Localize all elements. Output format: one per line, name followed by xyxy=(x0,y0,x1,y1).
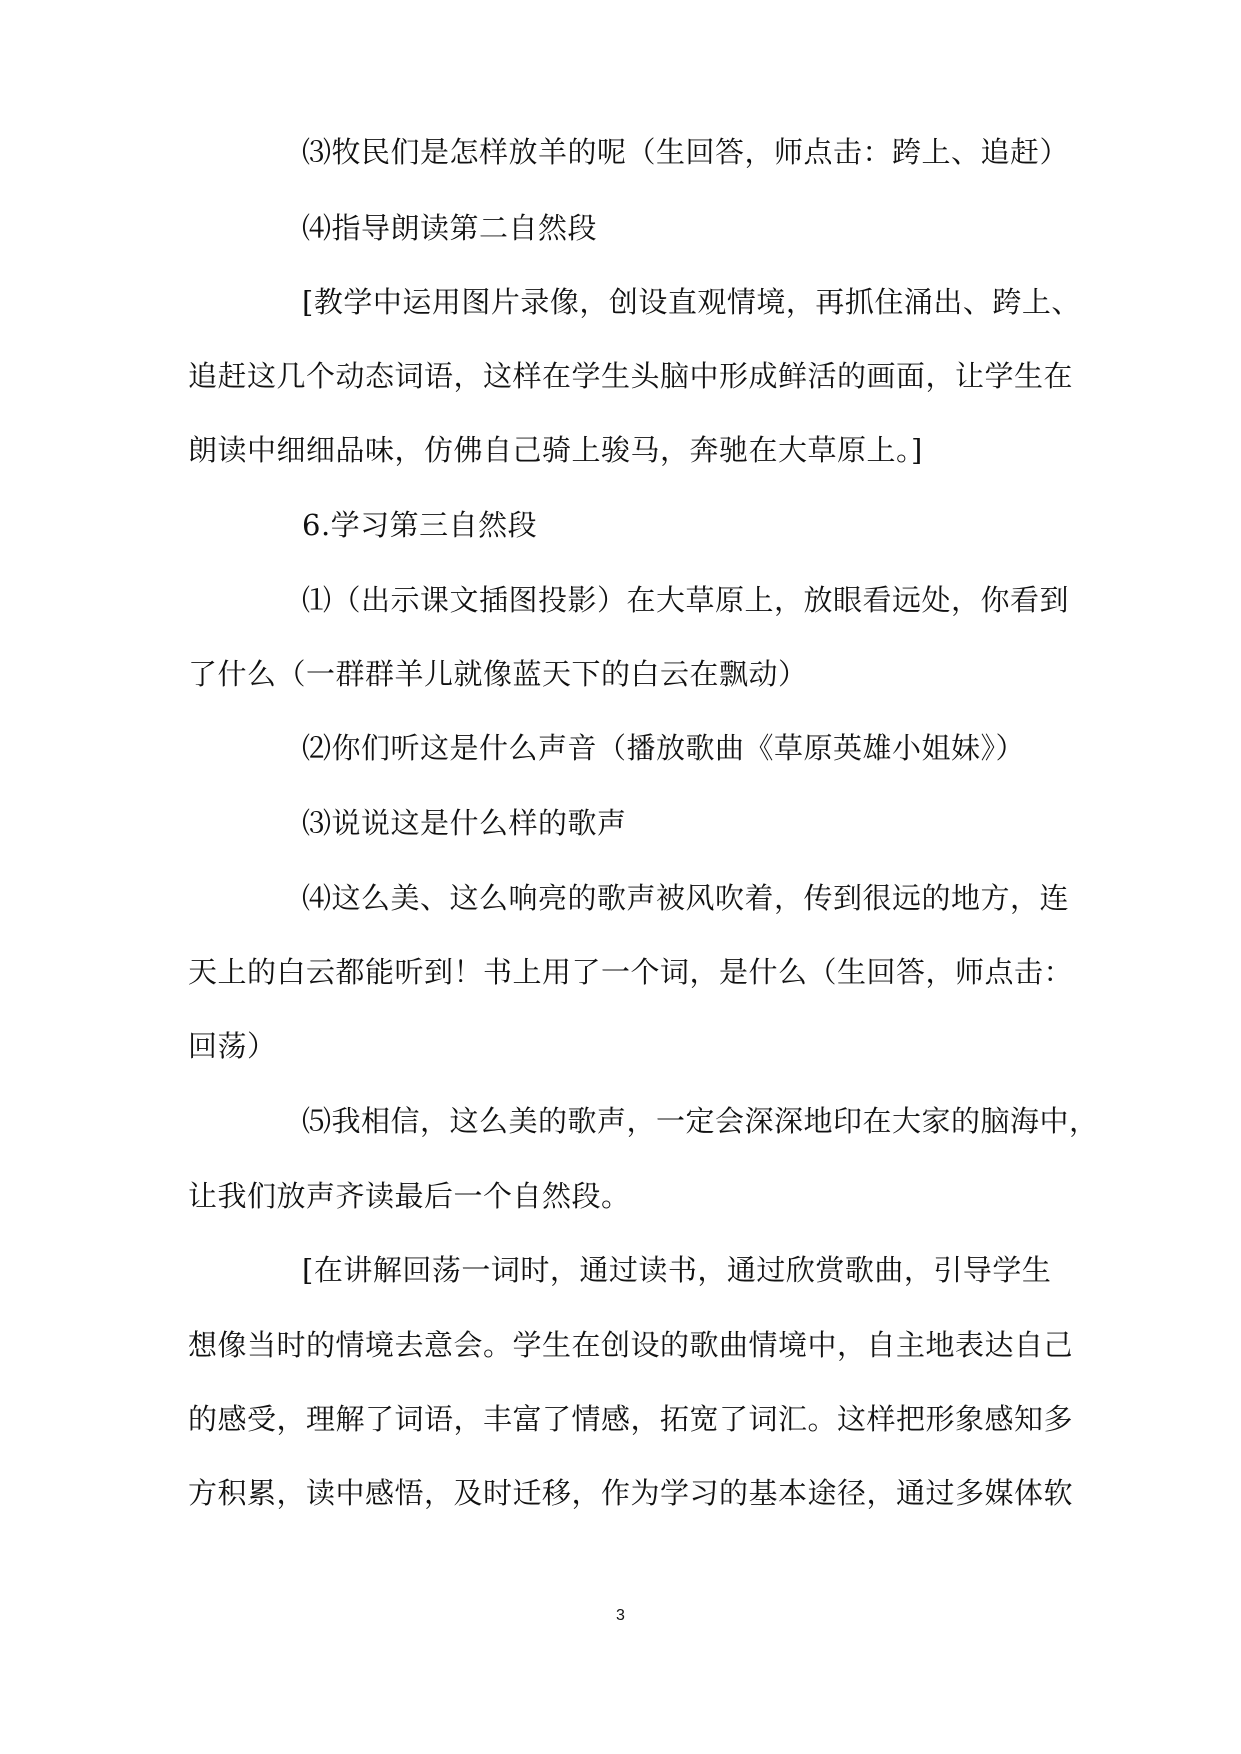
page-number: 3 xyxy=(616,1607,625,1624)
text-line: 追赶这几个动态词语，这样在学生头脑中形成鲜活的画面，让学生在 xyxy=(188,359,1074,393)
text-line: ⑷这么美、这么响亮的歌声被风吹着，传到很远的地方，连 xyxy=(302,881,1070,915)
text-line: 想像当时的情境去意会。学生在创设的歌曲情境中，自主地表达自己 xyxy=(188,1328,1074,1362)
text-line: 6.学习第三自然段 xyxy=(302,508,538,542)
text-line: ⑷指导朗读第二自然段 xyxy=(302,211,598,245)
text-line: [教学中运用图片录像，创设直观情境，再抓住涌出、跨上、 xyxy=(302,285,1081,319)
text-line: 方积累，读中感悟，及时迁移，作为学习的基本途径，通过多媒体软 xyxy=(188,1476,1074,1510)
text-line: ⑶牧民们是怎样放羊的呢（生回答，师点击：跨上、追赶） xyxy=(302,135,1070,169)
text-line: 回荡） xyxy=(188,1029,277,1063)
text-line: 朗读中细细品味，仿佛自己骑上骏马，奔驰在大草原上。] xyxy=(188,433,923,467)
text-line: [在讲解回荡一词时，通过读书，通过欣赏歌曲，引导学生 xyxy=(302,1253,1052,1287)
text-line: ⑴（出示课文插图投影）在大草原上，放眼看远处，你看到 xyxy=(302,583,1070,617)
text-line: ⑶说说这是什么样的歌声 xyxy=(302,806,627,840)
text-line: ⑸我相信，这么美的歌声，一定会深深地印在大家的脑海中， xyxy=(302,1104,1099,1138)
text-line: 天上的白云都能听到！书上用了一个词，是什么（生回答，师点击： xyxy=(188,955,1074,989)
text-line: 让我们放声齐读最后一个自然段。 xyxy=(188,1179,631,1213)
text-line: ⑵你们听这是什么声音（播放歌曲《草原英雄小姐妹》） xyxy=(302,731,1026,765)
text-line: 的感受，理解了词语，丰富了情感，拓宽了词汇。这样把形象感知多 xyxy=(188,1402,1074,1436)
text-line: 了什么（一群群羊儿就像蓝天下的白云在飘动） xyxy=(188,657,808,691)
